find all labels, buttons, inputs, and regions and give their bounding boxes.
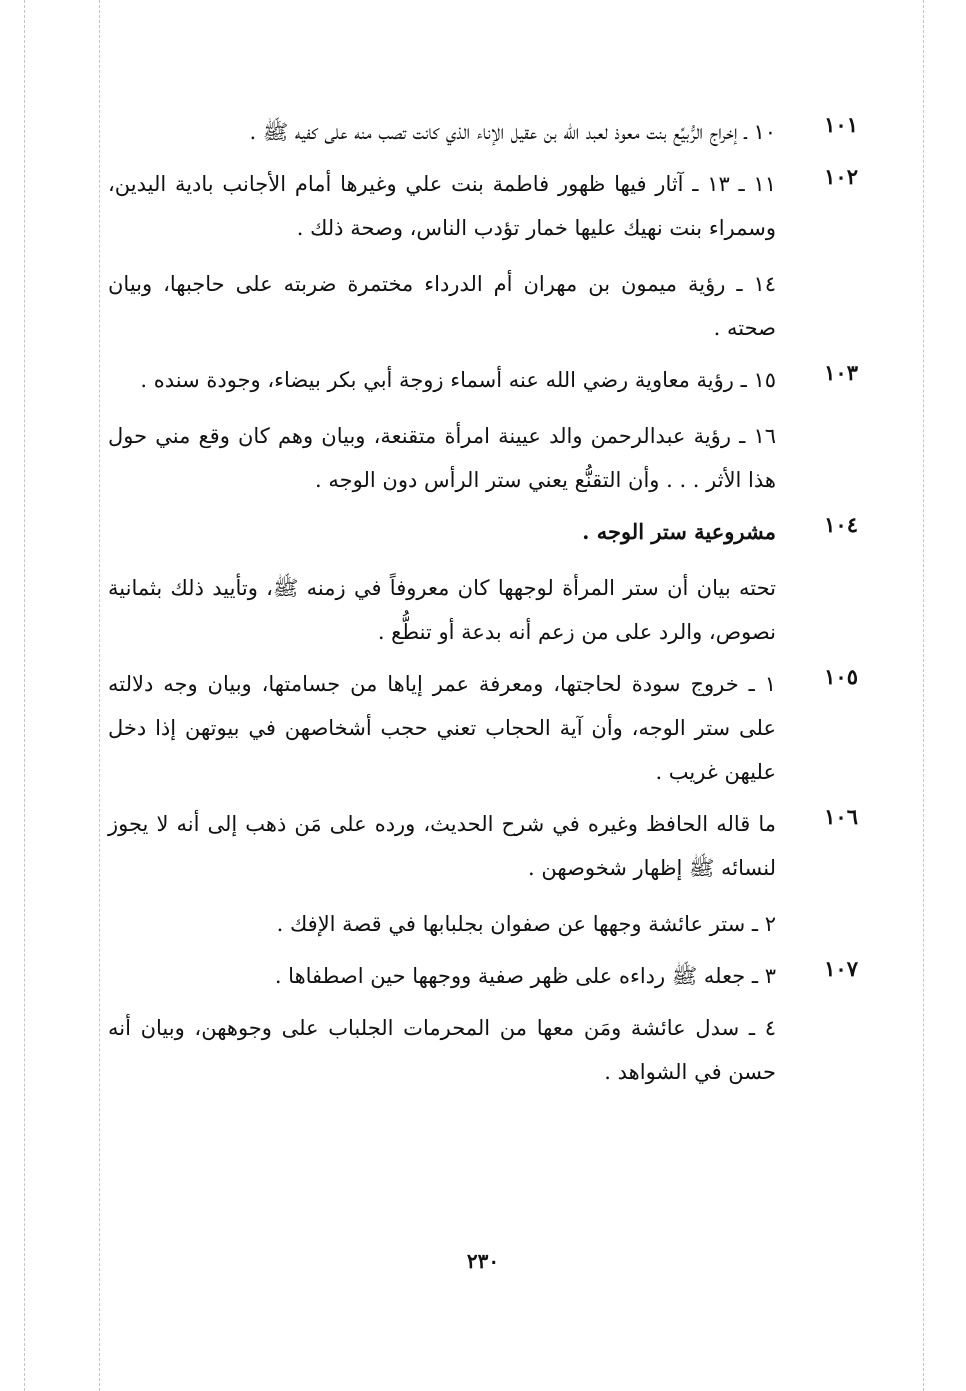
entry-number: ١٠٦ bbox=[824, 804, 858, 829]
page-number: ٢٣٠ bbox=[466, 1249, 500, 1273]
entry-number: ١٠٥ bbox=[824, 664, 858, 689]
index-entry-106 bbox=[108, 802, 858, 946]
index-entry-107 bbox=[108, 954, 858, 998]
index-entry-103 bbox=[108, 358, 858, 502]
entry-number: ١٠٧ bbox=[824, 956, 858, 981]
entry-text: ١١ ـ ١٣ ـ آثار فيها ظهور فاطمة بنت علي وغيرها أمام الأجانب بادية اليدين، وسمراء بنت نهيك عليها خمار تؤدب الناس، وصحة ذلك . bbox=[108, 172, 776, 240]
entry-text: تحته بيان أن ستر المرأة لوجهها كان معروفاً في زمنه ﷺ، وتأييد ذلك بثمانية نصوص، والرد على من زعم أنه بدعة أو تنطُّع . bbox=[108, 576, 776, 644]
entry-text: ١٥ ـ رؤية معاوية رضي الله عنه أسماء زوجة أبي بكر بيضاء، وجودة سنده . bbox=[140, 368, 776, 392]
entry-text: ١٠ ـ إخراج الرُّبيِّع بنت معوذ لعبد الله بن عقيل الإناء الذي كانت تصب منه على كفيه ﷺ . bbox=[249, 120, 776, 144]
section-heading: مشروعية ستر الوجه . bbox=[582, 519, 776, 544]
page-body bbox=[108, 110, 858, 1102]
continuation-entry bbox=[108, 1006, 858, 1094]
entry-number: ١٠٣ bbox=[824, 360, 858, 385]
entry-number: ١٠٢ bbox=[824, 164, 858, 189]
entry-text: ١ ـ خروج سودة لحاجتها، ومعرفة عمر إياها من جسامتها، وبيان وجه دلالته على ستر الوجه، وأن آية الحجاب تعني حجب أشخاصهن في بيوتهن إذا دخل عليهن غريب . bbox=[108, 672, 776, 784]
entry-text: ٣ ـ جعله ﷺ رداءه على ظهر صفية ووجهها حين اصطفاها . bbox=[274, 964, 776, 988]
index-entry-104 bbox=[108, 510, 858, 654]
entry-number: ١٠٤ bbox=[824, 512, 858, 537]
margin-guide-inner bbox=[99, 0, 100, 1391]
entry-number: ١٠١ bbox=[824, 112, 858, 137]
margin-guide-right bbox=[923, 0, 924, 1391]
entry-text: ما قاله الحافظ وغيره في شرح الحديث، ورده على مَن ذهب إلى أنه لا يجوز لنسائه ﷺ إظهار شخوصهن . bbox=[108, 812, 776, 880]
entry-text: ١٤ ـ رؤية ميمون بن مهران أم الدرداء مختمرة ضربته على حاجبها، وبيان صحته . bbox=[108, 272, 776, 340]
entry-text: ١٦ ـ رؤية عبدالرحمن والد عيينة امرأة متقنعة، وبيان وهم كان وقع مني حول هذا الأثر . . . وأن التقنُّع يعني ستر الرأس دون الوجه . bbox=[108, 424, 776, 492]
margin-guide-left bbox=[24, 0, 25, 1391]
entry-text: ٤ ـ سدل عائشة ومَن معها من المحرمات الجلباب على وجوههن، وبيان أنه حسن في الشواهد . bbox=[108, 1016, 776, 1084]
index-entry-102 bbox=[108, 162, 858, 350]
index-entry-105 bbox=[108, 662, 858, 794]
index-entry-101 bbox=[108, 110, 858, 154]
entry-text: ٢ ـ ستر عائشة وجهها عن صفوان بجلبابها في قصة الإفك . bbox=[276, 912, 776, 936]
